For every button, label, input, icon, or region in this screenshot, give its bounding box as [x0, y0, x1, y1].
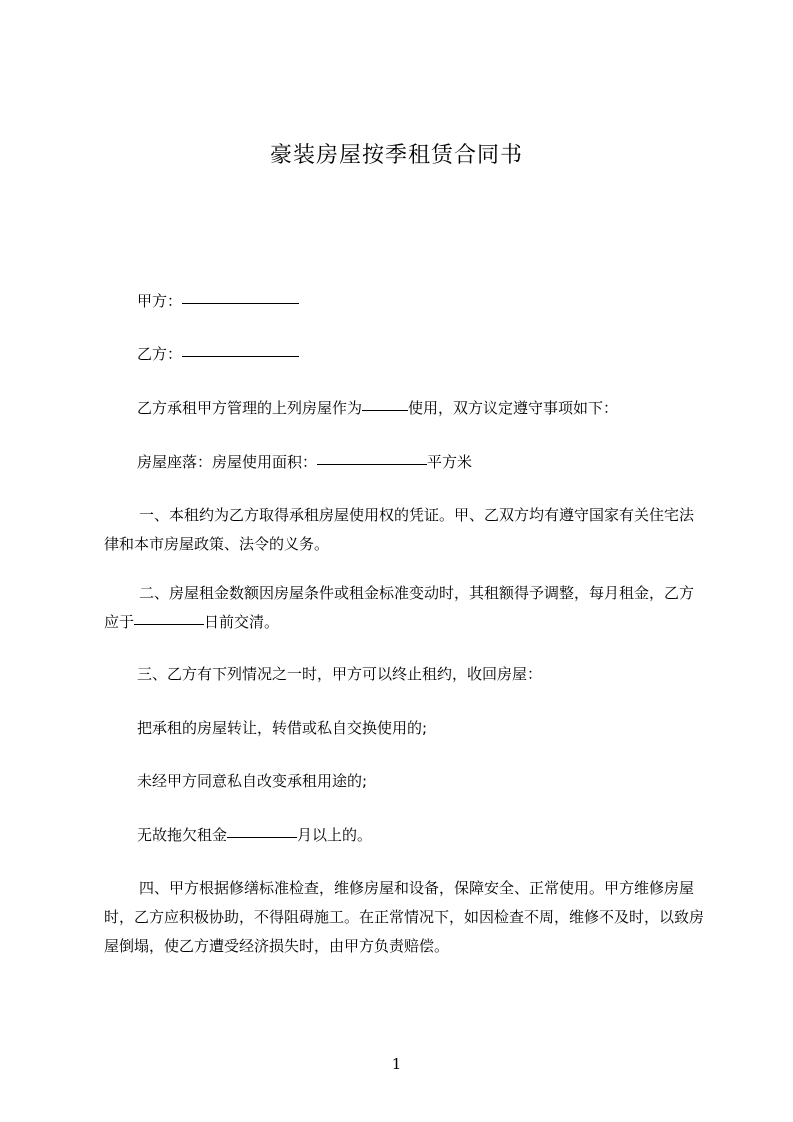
clause-3-item-1: 把承租的房屋转让，转借或私自交换使用的; [137, 719, 428, 737]
item-3-after: 月以上的。 [297, 826, 373, 844]
payment-day-blank [134, 623, 204, 625]
clause-2 [104, 579, 704, 637]
clause-1: 一、本租约为乙方取得承租房屋使用权的凭证。甲、乙双方均有遵守国家有关住宅法律和本市房屋政策、法令的义务。 [104, 506, 695, 553]
clause-3-item-2: 未经甲方同意私自改变承租用途的; [137, 772, 368, 790]
intro-line [137, 394, 737, 423]
page-number: 1 [391, 1055, 402, 1073]
party-b-line [137, 340, 737, 369]
location-line [137, 448, 737, 477]
item-3-before: 无故拖欠租金 [137, 826, 228, 844]
party-a-label: 甲方： [137, 292, 183, 310]
document-title: 豪装房屋按季租赁合同书 [269, 143, 523, 168]
party-b-label: 乙方： [137, 345, 183, 363]
clause-2-before: 二、房屋租金数额因房屋条件或租金标准变动时，其租额得予调整，每月租金，乙方应于 [104, 584, 695, 631]
clause-4: 四、甲方根据修缮标准检查，维修房屋和设备，保障安全、正常使用。甲方维修房屋时，乙方应积极协助，不得阻碍施工。在正常情况下，如因检查不周，维修不及时，以致房屋倒塌，使乙方遭受经济损失时，由甲方负责赔偿。 [104, 879, 705, 955]
clause-3-item-3 [137, 821, 737, 850]
party-b-blank [182, 355, 299, 357]
location-before: 房屋座落：房屋使用面积： [137, 453, 318, 471]
party-a-blank [182, 302, 299, 304]
location-after: 平方米 [427, 453, 473, 471]
intro-before: 乙方承租甲方管理的上列房屋作为 [137, 399, 363, 417]
months-blank [227, 836, 297, 838]
usage-blank [362, 409, 408, 411]
intro-after: 使用，双方议定遵守事项如下： [408, 399, 619, 417]
clause-2-after: 日前交清。 [204, 613, 280, 631]
party-a-line [137, 287, 737, 316]
clause-3: 三、乙方有下列情况之一时，甲方可以终止租约，收回房屋： [137, 665, 543, 683]
area-blank [317, 463, 427, 465]
